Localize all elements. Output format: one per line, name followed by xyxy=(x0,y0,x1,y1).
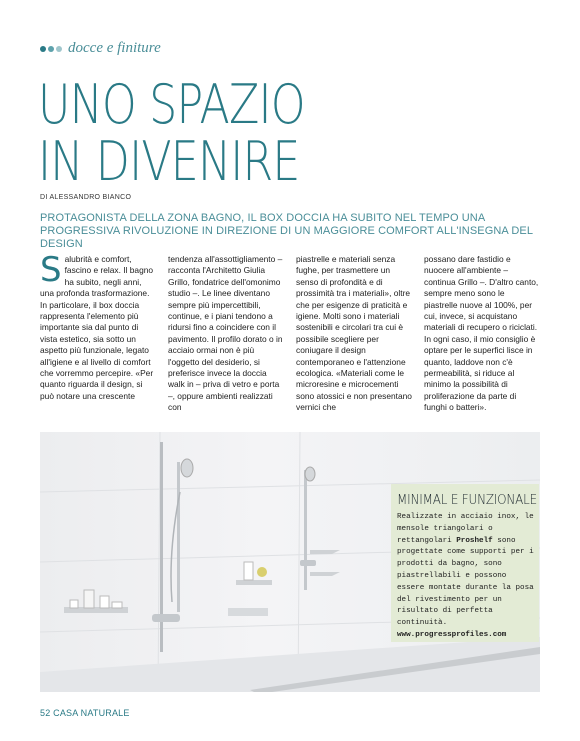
body-column-1-text: alubrità e comfort, fascino e relax. Il bagno ha subito, negli anni, una profonda trasformazione. In particolare, il box doccia rappresenta l'elemento più importante sia dal punto di vista estetico, sia sotto un aspetto più funzionale, legato all'igiene e al livello di comfort che vorremmo percepire. «Per quanto riguarda il design, si può notare una crescente xyxy=(40,254,154,401)
section-label: docce e finiture xyxy=(68,40,161,56)
info-box-link[interactable]: www.progressprofiles.com xyxy=(397,630,507,639)
magazine-name: CASA NATURALE xyxy=(53,708,130,718)
info-box-text-start: Realizzate in acciaio inox, le mensole triangolari o rettangolari xyxy=(397,513,534,545)
section-dot xyxy=(56,46,62,52)
info-box-text-end: sono progettate come supporti per i prodotti da bagno, sono piastrellabili e possono essere montate durante la posa del rivestimento per un risultato di perfetta continuità. xyxy=(397,536,534,628)
info-box-text xyxy=(397,512,534,642)
body-column-4: possano dare fastidio e nuocere all'ambiente – continua Grillo –. D'altro canto, sempre meno sono le piastrelle nuove al 100%, per cui, invece, si acquistano materiali di recupero o riciclati. In ogni caso, il mio consiglio è optare per le superfici lisce in quanto, laddove non c'è permeabilità, si riduce al minimo la possibilità di proliferazione da parte di funghi o batteri». xyxy=(424,254,539,412)
intro-paragraph: PROTAGONISTA DELLA ZONA BAGNO, IL BOX DOCCIA HA SUBITO NEL TEMPO UNA PROGRESSIVA RIVOLUZIONE IN DIREZIONE DI UN MAGGIORE COMFORT ALL'INSEGNA DEL DESIGN xyxy=(40,212,533,250)
body-column-1 xyxy=(40,254,156,412)
byline: DI ALESSANDRO BIANCO xyxy=(40,194,132,201)
body-column-2: tendenza all'assottigliamento – racconta l'Architetto Giulia Grillo, fondatrice dell'omonimo studio –. Le linee diventano sempre più impercettibili, continue, e i piani tendono a ridursi fino a coincidere con il pavimento. Il profilo dorato o in acciaio ormai non è più l'oggetto del desiderio, si preferisce invece la doccia walk in – priva di vetro e porta –, oppure ambienti realizzati con xyxy=(168,254,283,412)
page-number: 52 xyxy=(40,708,51,718)
title-line-2: IN DIVENIRE xyxy=(38,130,300,193)
info-box-title: MINIMAL E FUNZIONALE xyxy=(397,493,538,508)
section-dot xyxy=(48,46,54,52)
page-footer xyxy=(40,708,130,718)
article-body xyxy=(40,254,540,412)
info-box-brand: Proshelf xyxy=(456,536,493,545)
section-dot xyxy=(40,46,46,52)
section-tag xyxy=(40,40,161,57)
title-line-1: UNO SPAZIO xyxy=(38,73,305,136)
dropcap: S xyxy=(40,254,62,290)
body-column-3: piastrelle e materiali senza fughe, per trasmettere un senso di profondità e di prossimità tra i materiali», oltre che per esigenze di praticità e igiene. Molti sono i materiali sostenibili e circolari tra cui è possibile scegliere per coniugare il design contemporaneo e l'attenzione ecologica. «Materiali come le microresine e microcementi sono atossici e non presentano vernici che xyxy=(296,254,412,412)
info-box xyxy=(391,484,539,642)
